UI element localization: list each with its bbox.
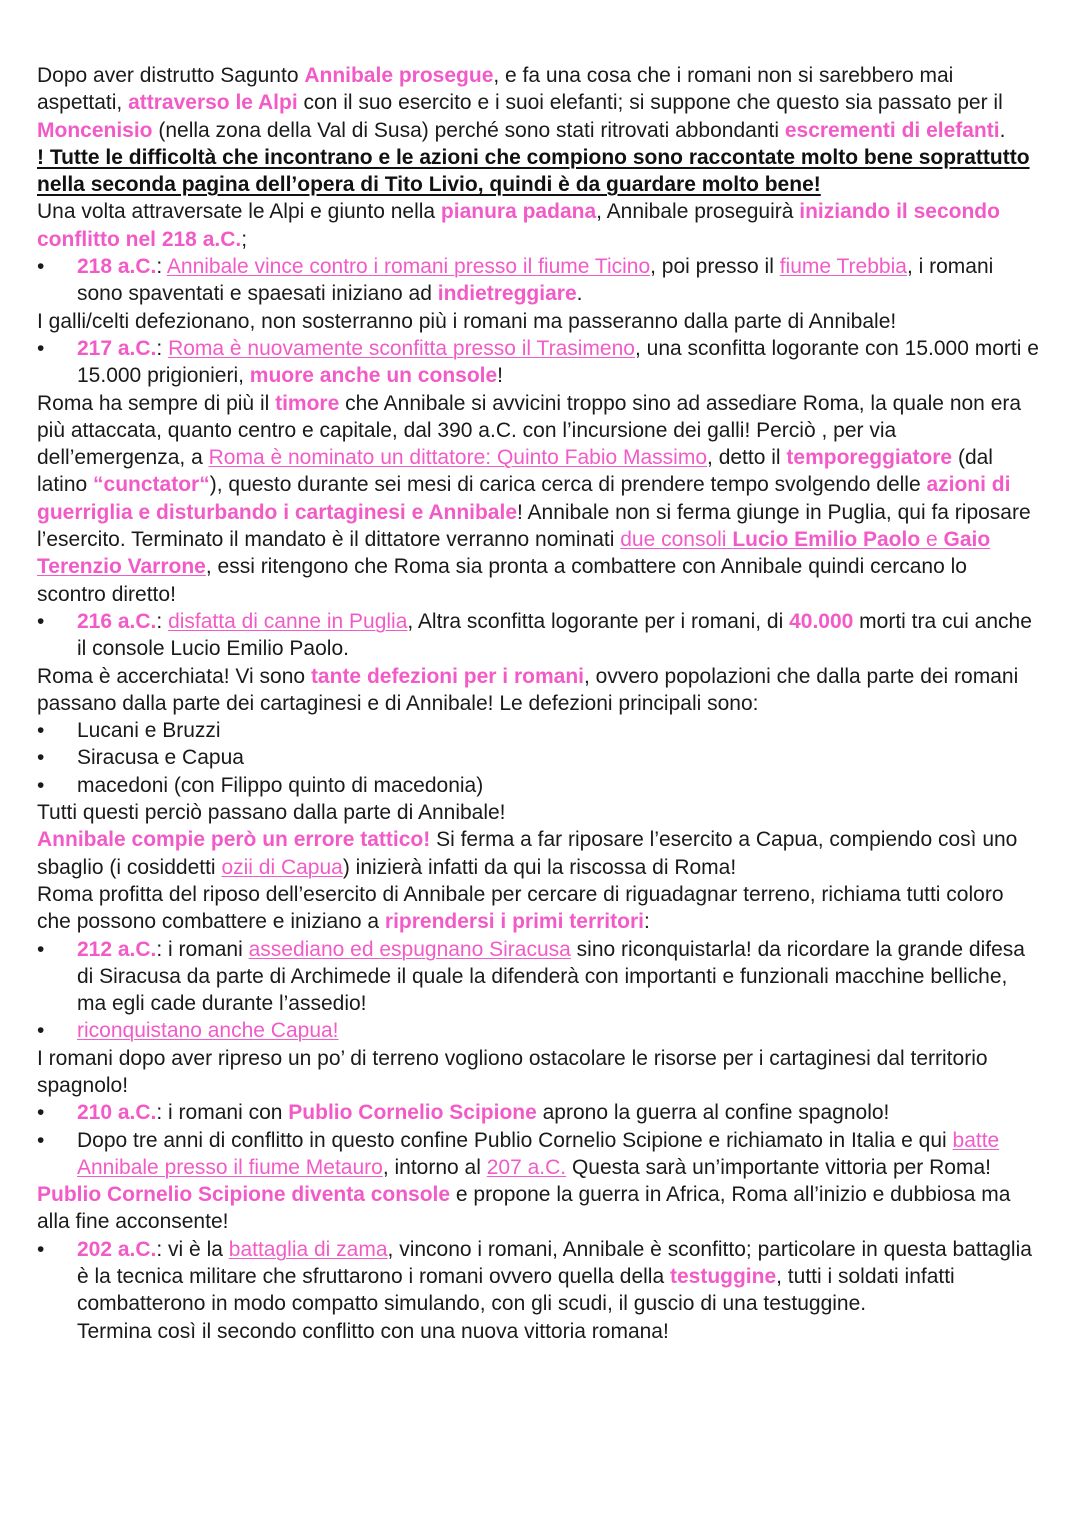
paragraph-errore-tattico: Annibale compie però un errore tattico! Si ferma a far riposare l’esercito a Capua, compiendo così uno sbaglio (i cosiddetti ozii di Capua) inizierà infatti da qui la riscossa di Roma! — [37, 828, 1018, 879]
paragraph-dittatore: Roma ha sempre di più il timore che Annibale si avvicini troppo sino ad assediare Roma, la quale non era più attaccata, quanto centro e capitale, dal 390 a.C. con l’incursione dei galli! Perciò , per via dell’emergenza, a Roma è nominato un dittatore: Quinto Fabio Massimo, detto il temporeggiatore (dal latino “cunctator“), questo durante sei mesi di carica cerca di prendere tempo svolgendo delle azioni di guerriglia e disturbando i cartaginesi e Annibale! Annibale non si ferma giunge in Puglia, qui fa riposare l’esercito. Terminato il mandato è il dittatore verranno nominati due consoli Lucio Emilio Paolo e Gaio Terenzio Varrone, essi ritengono che Roma sia pronta a combattere con Annibale quindi cercano lo scontro diretto! — [37, 391, 1031, 606]
highlight: tante defezioni per i romani — [310, 664, 584, 688]
highlight: iniziando il secondo conflitto nel 218 a.C. — [37, 200, 1000, 251]
underlined-link: Annibale vince contro i romani presso il fiume Ticino — [166, 255, 651, 279]
year-label: 218 a.C. — [77, 255, 157, 279]
paragraph-scipione-console: Publio Cornelio Scipione diventa console e propone la guerra in Africa, Roma all’inizio e dubbiosa ma alla fine acconsente! — [37, 1183, 1011, 1234]
highlight: temporeggiatore — [786, 446, 953, 470]
year-label: 202 a.C. — [77, 1237, 157, 1261]
highlight: riprendersi i primi territori — [384, 910, 644, 934]
underlined-link: assediano ed espugnano Siracusa — [248, 937, 571, 961]
highlight: indietreggiare — [437, 282, 577, 306]
highlight: Annibale prosegue — [304, 64, 494, 87]
paragraph-alps-crossing: Dopo aver distrutto Sagunto Annibale prosegue, e fa una cosa che i romani non si sarebbero mai aspettati, attraverso le Alpi con il suo esercito e i suoi elefanti; si suppone che questo sia passato per il Moncenisio (nella zona della Val di Susa) perché sono stati ritrovati abbondanti escrementi di elefanti. — [37, 64, 1006, 142]
underlined-link: fiume Trebbia — [779, 255, 907, 279]
list-item: • Lucani e Bruzzi — [37, 717, 1040, 744]
year-label: 217 a.C. — [77, 336, 157, 360]
list-item: • macedoni (con Filippo quinto di macedonia) — [37, 772, 1040, 799]
bullet-218: • 218 a.C.: Annibale vince contro i romani presso il fiume Ticino, poi presso il fiume Trebbia, i romani sono spaventati e spaesati iniziano ad indietreggiare. — [37, 253, 1040, 308]
warning-note: ! Tutte le difficoltà che incontrano e le azioni che compiono sono raccontate molto bene soprattutto nella seconda pagina dell’opera di Tito Livio, quindi è da guardare molto bene! — [37, 145, 1030, 197]
year-label: 216 a.C. — [77, 609, 157, 633]
highlight: Publio Cornelio Scipione — [288, 1101, 537, 1125]
highlight: azioni di guerriglia e disturbando i cartaginesi e Annibale — [37, 473, 1011, 524]
highlight: “cunctator“ — [93, 473, 210, 497]
year-label: 210 a.C. — [77, 1101, 157, 1125]
underlined-highlight: Lucio Emilio Paolo — [732, 528, 921, 552]
highlight: escrementi di elefanti — [784, 118, 1000, 142]
bullet-capua — [37, 1017, 1040, 1044]
highlight: pianura padana — [440, 200, 597, 224]
bullet-210: • 210 a.C.: i romani con Publio Cornelio Scipione aprono la guerra al confine spagnolo! — [37, 1099, 1040, 1126]
underlined-link: Roma è nuovamente sconfitta presso il Trasimeno — [168, 336, 635, 360]
bullet-metauro: • Dopo tre anni di conflitto in questo confine Publio Cornelio Scipione e richiamato in Italia e qui batte Annibale presso il fiume Metauro, intorno al 207 a.C. Questa sarà un’importante vittoria per Roma! — [37, 1127, 1040, 1182]
paragraph-riscossa: Roma profitta del riposo dell’esercito di Annibale per cercare di riguadagnar terreno, richiama tutti coloro che possono combattere e iniziano a riprendersi i primi territori: — [37, 882, 1004, 934]
underlined-link: battaglia di zama — [228, 1237, 388, 1261]
underlined-link: due consoli — [620, 528, 733, 552]
underlined-link: e — [920, 528, 944, 552]
underlined-link: Roma è nominato un dittatore: Quinto Fabio Massimo — [208, 446, 708, 470]
highlight: timore — [275, 391, 340, 415]
paragraph-galli-celti: I galli/celti defezionano, non sosterranno più i romani ma passeranno dalla parte di Annibale! — [37, 309, 897, 333]
highlight: attraverso le Alpi — [128, 91, 298, 115]
underlined-link: batte Annibale presso il fiume Metauro — [77, 1128, 1000, 1179]
underlined-link: riconquistano anche Capua! — [77, 1019, 339, 1043]
highlight: Moncenisio — [37, 118, 153, 142]
highlight: Publio Cornelio Scipione diventa console — [37, 1183, 451, 1207]
closing-line: Termina così il secondo conflitto con una nuova vittoria romana! — [77, 1319, 669, 1343]
underlined-link: 207 a.C. — [486, 1155, 567, 1179]
year-label: 212 a.C. — [77, 937, 157, 961]
bullet-202: • 202 a.C.: vi è la battaglia di zama, vincono i romani, Annibale è sconfitto; particolare in questa battaglia è la tecnica militare che sfruttarono i romani ovvero quella della testuggine, tutti i soldati infatti combatterono in modo compatto simulando, con gli scudi, il guscio di una testuggine. Termina così il secondo conflitto con una nuova vittoria romana! — [37, 1236, 1040, 1345]
paragraph-second-war-start: Una volta attraversate le Alpi e giunto nella pianura padana, Annibale proseguirà iniziando il secondo conflitto nel 218 a.C.; — [37, 200, 1000, 251]
bullet-217: • 217 a.C.: Roma è nuovamente sconfitta presso il Trasimeno, una sconfitta logorante con 15.000 morti e 15.000 prigionieri, muore anche un console! — [37, 335, 1040, 390]
underlined-link: ozii di Capua — [221, 855, 343, 879]
bullet-212: • 212 a.C.: i romani assediano ed espugnano Siracusa sino riconquistarla! da ricordare la grande difesa di Siracusa da parte di Archimede il quale la difenderà con importanti e funzionali macchine belliche, ma egli cade durante l’assedio! — [37, 936, 1040, 1018]
highlight: Annibale compie però un errore tattico! — [37, 828, 431, 852]
paragraph-defezioni: Roma è accerchiata! Vi sono tante defezioni per i romani, ovvero popolazioni che dalla parte dei romani passano dalla parte dei cartaginesi e di Annibale! Le defezioni principali sono: — [37, 664, 1019, 715]
list-item: • Siracusa e Capua — [37, 744, 1040, 771]
highlight: testuggine — [669, 1265, 777, 1289]
bullet-216: • 216 a.C.: disfatta di canne in Puglia, Altra sconfitta logorante per i romani, di 40.000 morti tra cui anche il console Lucio Emilio Paolo. — [37, 608, 1040, 663]
highlight: muore anche un console — [249, 364, 498, 388]
underlined-link: disfatta di canne in Puglia — [168, 609, 408, 633]
underlined-highlight: Gaio Terenzio Varrone — [37, 528, 991, 579]
highlight: 40.000 — [789, 609, 854, 633]
paragraph-passano: Tutti questi perciò passano dalla parte di Annibale! — [37, 801, 506, 825]
paragraph-spagna: I romani dopo aver ripreso un po’ di terreno vogliono ostacolare le risorse per i cartaginesi dal territorio spagnolo! — [37, 1046, 988, 1097]
